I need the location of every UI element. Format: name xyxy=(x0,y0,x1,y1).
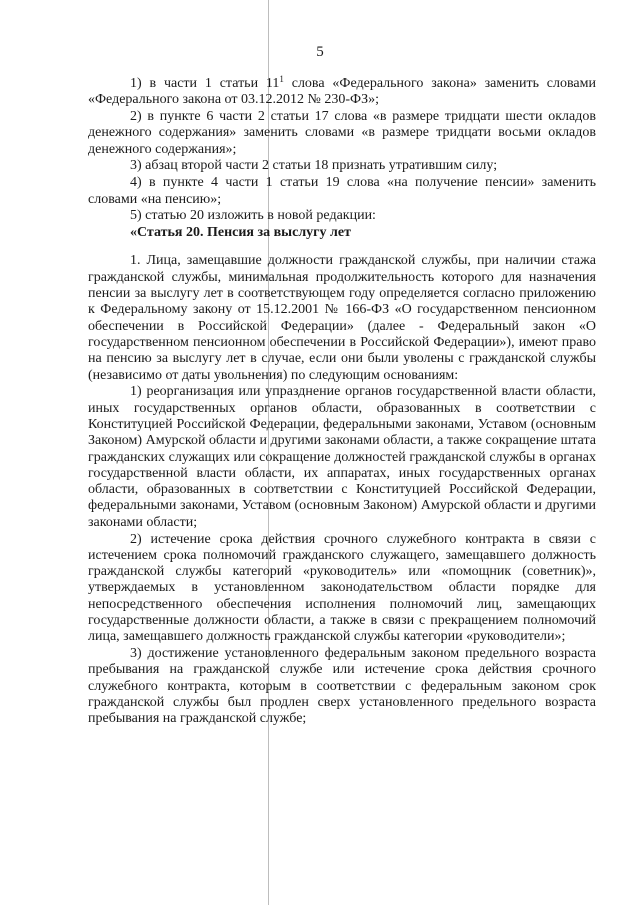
paragraph-amendment-2: 2) в пункте 6 части 2 статьи 17 слова «в размере тридцати шести окладов денежного содержания» заменить словами «в размере тридцати восьми окладов денежного содержания»; xyxy=(88,109,596,157)
paragraph-amendment-3: 3) абзац второй части 2 статьи 18 признать утратившим силу; xyxy=(130,158,498,174)
paragraph-ground-3: 3) достижение установленного федеральным законом предельного возраста пребывания на гражданской службе или истечение срока действия срочного служебного контракта, которым в соответствии с федеральным законом срок гражданской службы был продлен сверх установленного предельного возраста пребывания на гражданской службе; xyxy=(88,646,596,727)
document-body xyxy=(88,76,596,728)
paragraph-ground-2: 2) истечение срока действия срочного служебного контракта в связи с истечением срока полномочий гражданского служащего, замещавшего должность гражданской службы категорий «руководитель» или «помощник (советник)», утверждаемых в установленном законодательством области порядке для непосредственного обеспечения исполнения полномочий лиц, замещающих государственные должности области, а также в связи с прекращением полномочий лица, замещавшего должность гражданской службы категории «руководители»; xyxy=(88,531,596,645)
article-title: «Статья 20. Пенсия за выслугу лет xyxy=(130,225,351,241)
paragraph-text: 1) в части 1 статьи 11 xyxy=(130,76,280,91)
page-number: 5 xyxy=(316,44,324,60)
paragraph-article-part-1: 1. Лица, замещавшие должности гражданской службы, при наличии стажа гражданской службы, минимальная продолжительность которого для назначения пенсии за выслугу лет в соответствующем году определяется согласно приложению к Федеральному закону от 15.12.2001 № 166-ФЗ «О государственном пенсионном обеспечении в Российской Федерации» (далее - Федеральный закон «О государственном пенсионном обеспечении в Российской Федерации»), имеют право на пенсию за выслугу лет в случае, если они были уволены с гражданской службы (независимо от даты увольнения) по следующим основаниям: xyxy=(88,253,596,383)
paragraph-amendment-4: 4) в пункте 4 части 1 статьи 19 слова «на получение пенсии» заменить словами «на пенсию»; xyxy=(88,175,596,207)
superscript: 1 xyxy=(279,74,284,84)
paragraph-text: слова «Федерального закона» заменить словами «Федерального закона от 03.12.2012 № 230-ФЗ»; xyxy=(88,76,596,108)
paragraph-amendment-1 xyxy=(88,76,596,109)
paragraph-ground-1: 1) реорганизация или упразднение органов государственной власти области, иных государственных органов области, образованных в соответствии с Конституцией Российской Федерации, федеральными законами, Уставом (основным Законом) Амурской области и другими законами области, а также сокращение штата гражданских служащих или сокращение должностей гражданской службы в органах государственной власти области, их аппаратах, иных государственных органах области, образованных в соответствии с Конституцией Российской Федерации, федеральными законами, Уставом (основным Законом) Амурской области и другими законами области; xyxy=(88,384,596,530)
paragraph-amendment-5: 5) статью 20 изложить в новой редакции: xyxy=(130,208,376,224)
